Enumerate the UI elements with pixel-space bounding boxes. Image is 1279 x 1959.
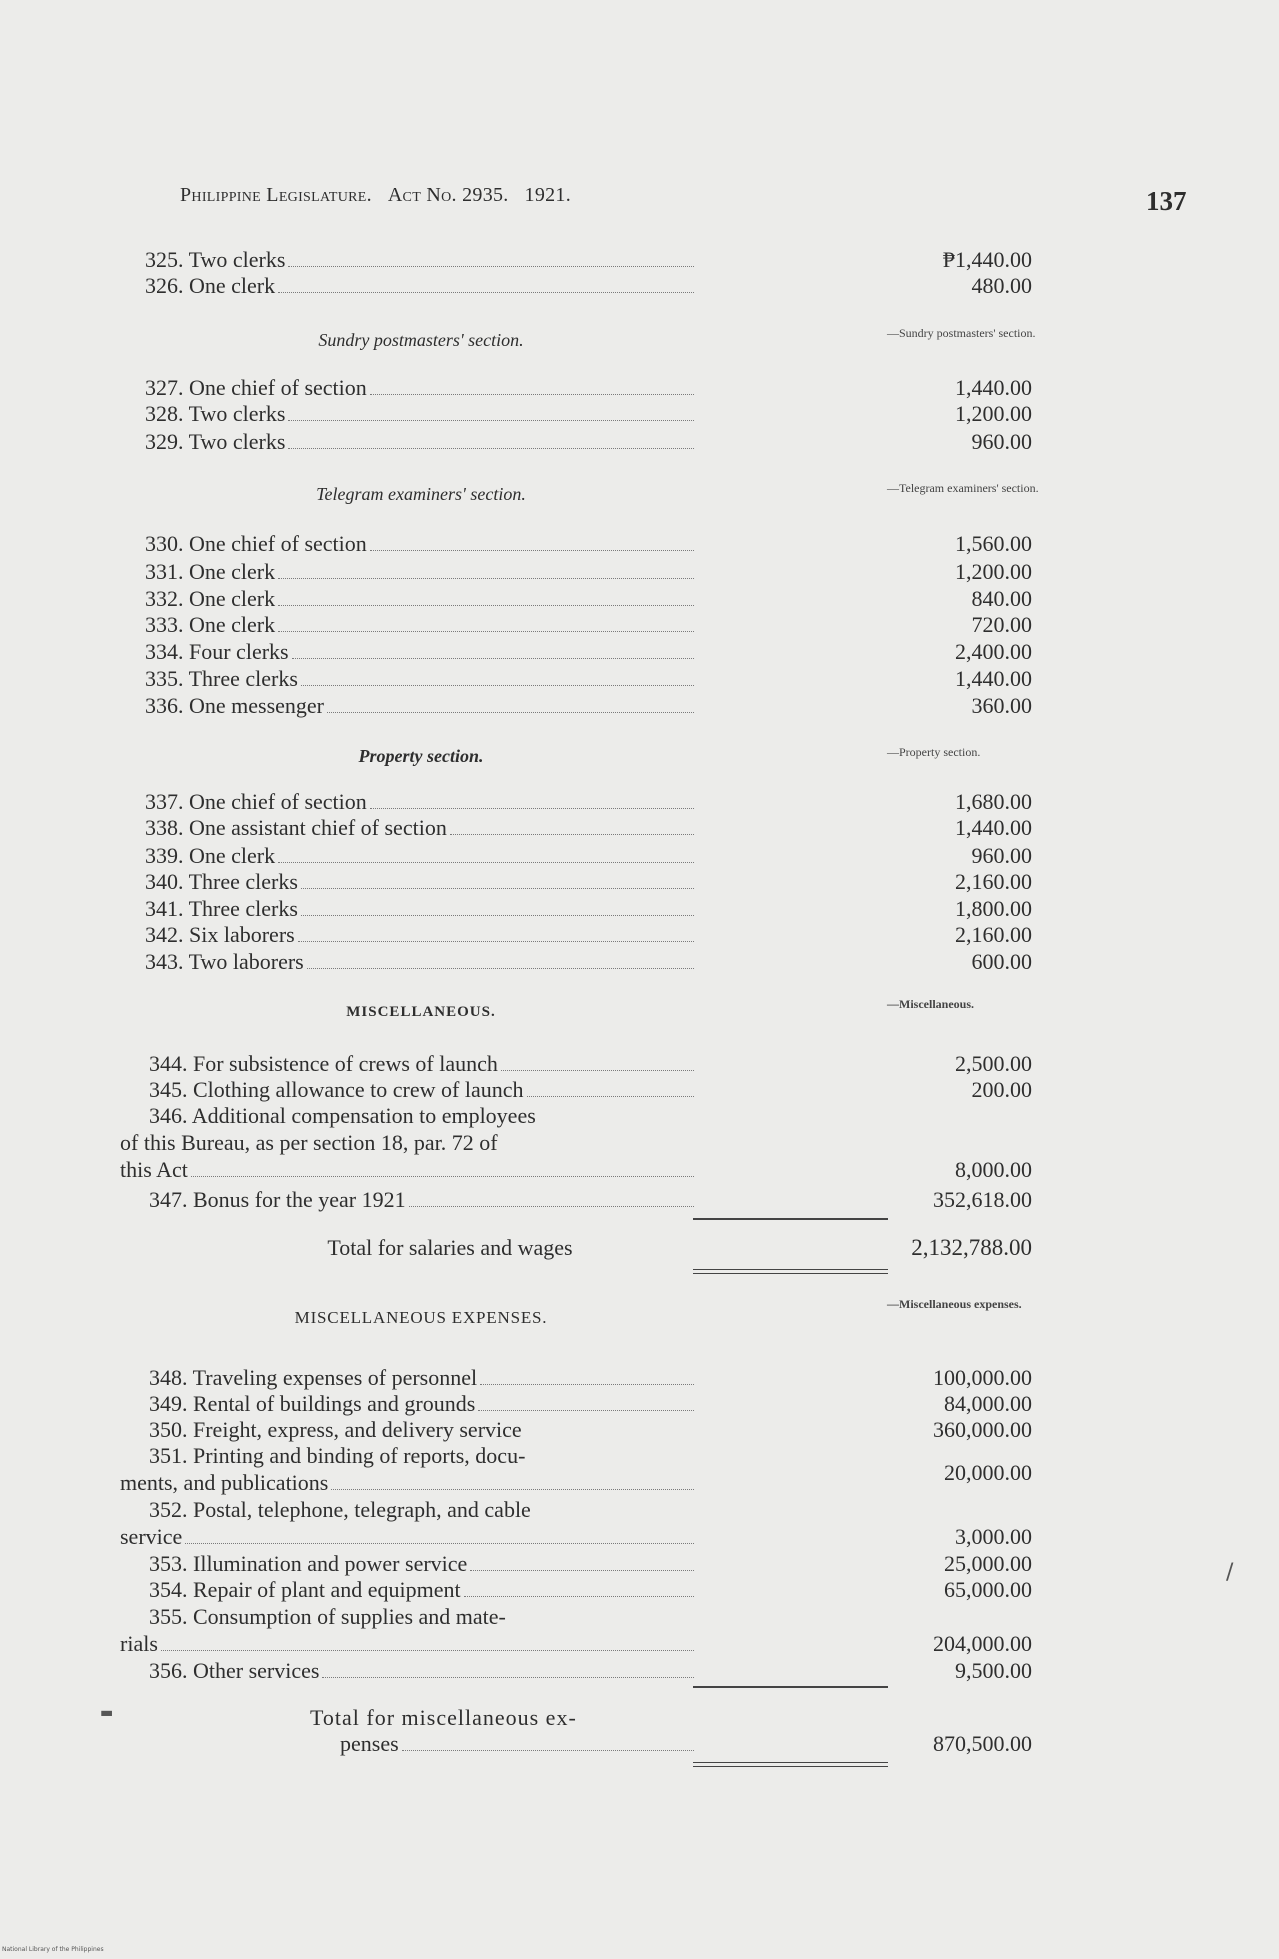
section-heading: Telegram examiners' section. — [316, 484, 526, 504]
margin-stroke: / — [1226, 1560, 1234, 1585]
item-amount: 2,500.00 — [955, 1051, 1032, 1076]
item-label: 344. For subsistence of crews of launch — [149, 1051, 498, 1076]
margin-note: —Miscellaneous. — [887, 997, 974, 1011]
item-label: 337. One chief of section — [145, 789, 367, 814]
item-amount: 960.00 — [971, 843, 1032, 868]
item-label: 327. One chief of section — [145, 375, 367, 400]
item-amount: 1,680.00 — [955, 789, 1032, 814]
item-amount: 100,000.00 — [933, 1365, 1032, 1390]
item-amount: 204,000.00 — [933, 1631, 1032, 1656]
total-label: penses — [340, 1731, 399, 1756]
item-label: 339. One clerk — [145, 843, 276, 868]
item-amount: 1,800.00 — [955, 896, 1032, 921]
publication-title: Philippine Legislature. — [180, 184, 372, 206]
item-label: 346. Additional compensation to employees — [149, 1103, 536, 1128]
item-label: 328. Two clerks — [145, 401, 286, 426]
item-label: this Act — [120, 1157, 188, 1182]
total-label: Total for miscellaneous ex- — [310, 1705, 577, 1730]
item-amount: 1,440.00 — [955, 375, 1032, 400]
section-heading: Sundry postmasters' section. — [318, 330, 524, 350]
item-amount: 3,000.00 — [955, 1524, 1032, 1549]
item-label: 326. One clerk — [145, 273, 276, 298]
item-label: 356. Other services — [149, 1658, 320, 1683]
sum-rule — [693, 1686, 888, 1688]
item-label: 341. Three clerks — [145, 896, 298, 921]
item-amount: ₱1,440.00 — [942, 247, 1032, 272]
item-label: 332. One clerk — [145, 586, 276, 611]
item-label: 352. Postal, telephone, telegraph, and cable — [149, 1497, 531, 1522]
double-rule — [693, 1762, 888, 1767]
total-salaries-row — [200, 1234, 700, 1261]
item-label: 333. One clerk — [145, 612, 276, 637]
item-label: 340. Three clerks — [145, 869, 298, 894]
item-amount: 360,000.00 — [933, 1417, 1032, 1442]
item-label: rials — [120, 1631, 158, 1656]
item-label: 329. Two clerks — [145, 429, 286, 454]
item-amount: 1,200.00 — [955, 559, 1032, 584]
item-label: 345. Clothing allowance to crew of launch — [149, 1077, 524, 1102]
act-number: Act No. 2935. — [387, 184, 509, 206]
item-amount: 8,000.00 — [955, 1157, 1032, 1182]
item-amount: 1,200.00 — [955, 401, 1032, 426]
item-amount: 1,440.00 — [955, 815, 1032, 840]
act-year: 1921. — [524, 184, 572, 206]
item-label: 325. Two clerks — [145, 247, 286, 272]
item-label: 338. One assistant chief of section — [145, 815, 447, 840]
item-label: 335. Three clerks — [145, 666, 298, 691]
item-amount: 2,400.00 — [955, 639, 1032, 664]
item-label: 343. Two laborers — [145, 949, 304, 974]
item-label: 347. Bonus for the year 1921 — [149, 1187, 406, 1212]
item-amount: 9,500.00 — [955, 1658, 1032, 1683]
item-label: 350. Freight, express, and delivery service — [149, 1417, 522, 1442]
item-amount: 720.00 — [971, 612, 1032, 637]
section-heading: Property section. — [358, 746, 484, 766]
margin-note: —Sundry postmasters' section. — [887, 326, 1036, 340]
item-amount: 352,618.00 — [933, 1187, 1032, 1212]
page-number: 137 — [1146, 186, 1187, 216]
item-amount: 25,000.00 — [944, 1551, 1032, 1576]
item-label: 351. Printing and binding of reports, docu- — [149, 1443, 526, 1468]
item-amount: 360.00 — [971, 693, 1032, 718]
item-amount: 65,000.00 — [944, 1577, 1032, 1602]
item-label: 355. Consumption of supplies and mate- — [149, 1604, 506, 1629]
total-amount: 2,132,788.00 — [911, 1235, 1032, 1260]
section-heading: MISCELLANEOUS EXPENSES. — [294, 1308, 548, 1327]
margin-note: —Property section. — [887, 745, 981, 759]
item-amount: 840.00 — [971, 586, 1032, 611]
item-amount: 2,160.00 — [955, 922, 1032, 947]
item-amount: 1,560.00 — [955, 531, 1032, 556]
item-label: 334. Four clerks — [145, 639, 289, 664]
scan-footer: National Library of the Philippines — [2, 1946, 104, 1953]
item-amount: 600.00 — [971, 949, 1032, 974]
item-amount: 20,000.00 — [944, 1460, 1032, 1485]
double-rule — [693, 1269, 888, 1274]
item-label: 330. One chief of section — [145, 531, 367, 556]
total-label: Total for salaries and wages — [327, 1235, 573, 1260]
item-amount: 1,440.00 — [955, 666, 1032, 691]
item-amount: 200.00 — [971, 1077, 1032, 1102]
section-heading: MISCELLANEOUS. — [346, 1004, 496, 1020]
margin-dash: ▬ — [100, 1705, 114, 1721]
item-label: 331. One clerk — [145, 559, 276, 584]
item-amount: 2,160.00 — [955, 869, 1032, 894]
item-label: 353. Illumination and power service — [149, 1551, 468, 1576]
item-label: 336. One messenger — [145, 693, 325, 718]
total-amount: 870,500.00 — [933, 1731, 1032, 1756]
item-label: 342. Six laborers — [145, 922, 295, 947]
margin-note: —Miscellaneous expenses. — [887, 1297, 1022, 1311]
item-label: of this Bureau, as per section 18, par. 72 of — [120, 1130, 498, 1155]
item-label: 349. Rental of buildings and grounds — [149, 1391, 476, 1416]
item-label: ments, and publications — [120, 1470, 329, 1495]
item-amount: 84,000.00 — [944, 1391, 1032, 1416]
sum-rule — [693, 1218, 888, 1220]
item-amount: 480.00 — [971, 273, 1032, 298]
running-header — [180, 184, 571, 207]
item-label: service — [120, 1524, 183, 1549]
item-amount: 960.00 — [971, 429, 1032, 454]
item-label: 348. Traveling expenses of personnel — [149, 1365, 478, 1390]
item-label: 354. Repair of plant and equipment — [149, 1577, 461, 1602]
margin-note: —Telegram examiners' section. — [887, 481, 1039, 495]
